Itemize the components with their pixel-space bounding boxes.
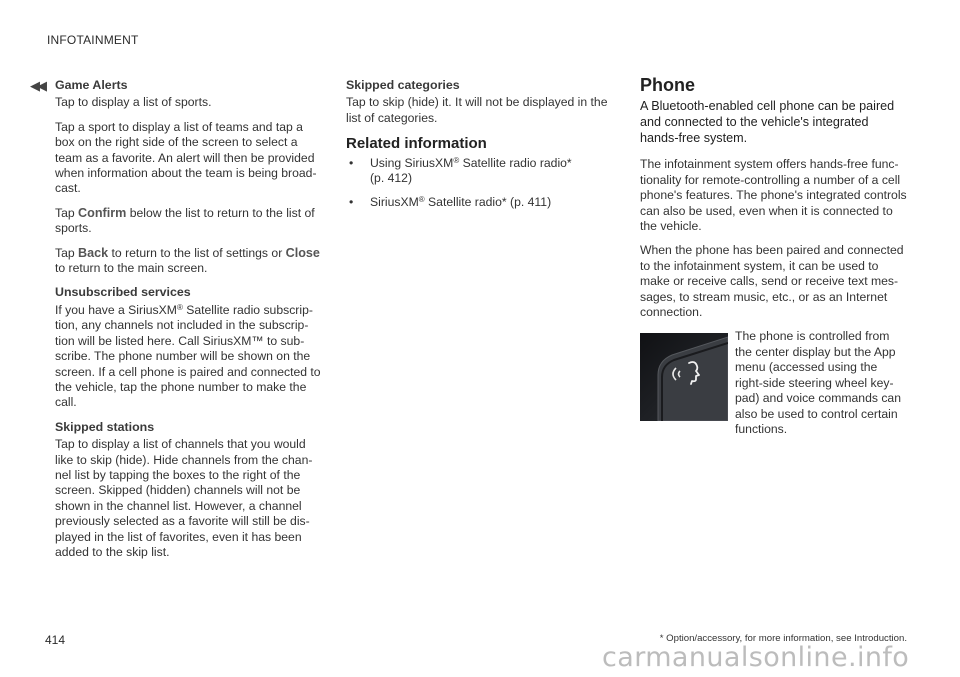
text: Satellite radio radio* <box>459 155 572 170</box>
registered-mark: ® <box>453 155 460 165</box>
page-number: 414 <box>45 633 66 647</box>
figure-caption: The phone is controlled from the center display but the App menu (accessed using the right-side steering wheel key-pad) and voice commands can also be used to control certain functions. <box>735 329 901 436</box>
footnote: * Option/accessory, for more information, see Introduction. <box>659 633 907 644</box>
text: Tap <box>55 205 79 220</box>
figure <box>640 329 909 439</box>
back-chevron-icon[interactable]: ◀◀ <box>30 78 44 93</box>
game-alerts-heading: Game Alerts <box>55 78 128 92</box>
text: Satellite radio* (p. 411) <box>424 195 552 210</box>
text: to return to the main screen. <box>55 261 208 276</box>
unsubscribed-paragraph <box>55 303 323 411</box>
registered-mark: ® <box>418 195 425 205</box>
game-alerts-p1: Tap to display a list of sports. <box>55 95 212 110</box>
back-label: Back <box>78 245 109 260</box>
game-alerts-p2: Tap a sport to display a list of teams and tap a box on the right side of the screen to select a team as a favorite. An alert will then be provided when information about the team is being broad-cast. <box>55 119 317 196</box>
phone-heading: Phone <box>640 75 696 95</box>
game-alerts-p4 <box>55 246 323 277</box>
registered-mark: ® <box>176 302 183 312</box>
watermark: carmanualsonline.info <box>602 642 910 673</box>
text: Using SiriusXM <box>370 155 454 170</box>
game-alerts-p3 <box>55 206 323 237</box>
left-column <box>55 78 323 569</box>
text: If you have a SiriusXM <box>55 302 177 317</box>
skipped-categories-heading: Skipped categories <box>346 78 460 92</box>
text: Tap <box>55 245 79 260</box>
unsubscribed-heading: Unsubscribed services <box>55 285 191 300</box>
bullet: • <box>349 195 354 210</box>
bullet: • <box>349 155 354 170</box>
section-label: INFOTAINMENT <box>47 33 139 47</box>
related-information-list <box>346 156 612 211</box>
phone-p1: The infotainment system offers hands-free func-tionality for remote-controlling a number of a cell phone's features. The phone's integrated controls can also be used, even when it is connected to the vehicle. <box>640 157 907 234</box>
text: to return to the list of settings or <box>108 245 286 260</box>
skipped-stations-paragraph: Tap to display a list of channels that you would like to skip (hide). Hide channels from the chan-nel list by tapping the boxes to the right of the screen. Skipped (hidden) channels will not be shown in the channel list. However, a channel previously selected as a favorite will still be dis-played in the list of favorites, even it has been added to the skip list. <box>55 437 313 559</box>
phone-lead: A Bluetooth-enabled cell phone can be paired and connected to the vehicle's integrated hands-free system. <box>640 99 895 146</box>
text: below the list to return to the list of sports. <box>55 205 315 236</box>
skipped-categories-paragraph: Tap to skip (hide) it. It will not be displayed in the list of categories. <box>346 95 608 125</box>
phone-p2: When the phone has been paired and connected to the infotainment system, it can be used to make or receive calls, send or receive text mes-sages, to stream music, etc., or as an Internet connection. <box>640 243 904 320</box>
page-ref: (p. 412) <box>370 171 413 186</box>
related-information-heading: Related information <box>346 135 487 153</box>
related-link-using-siriusxm[interactable] <box>346 156 612 187</box>
text: SiriusXM <box>370 195 419 210</box>
close-label: Close <box>285 245 320 260</box>
confirm-label: Confirm <box>78 205 127 220</box>
steering-wheel-keypad-image <box>640 333 728 421</box>
middle-column <box>346 78 612 220</box>
text: Satellite radio subscrip-tion, any channels not included in the subscrip-tion will be listed here. Call SiriusXM™ to sub-scribe. The phone number will be shown on the screen. If a cell phone is paired and connected to the vehicle, tap the phone number to make the call. <box>55 302 321 410</box>
right-column <box>640 75 909 439</box>
voice-control-icon <box>640 333 728 421</box>
skipped-stations-heading: Skipped stations <box>55 419 155 434</box>
related-link-siriusxm[interactable] <box>346 195 612 210</box>
